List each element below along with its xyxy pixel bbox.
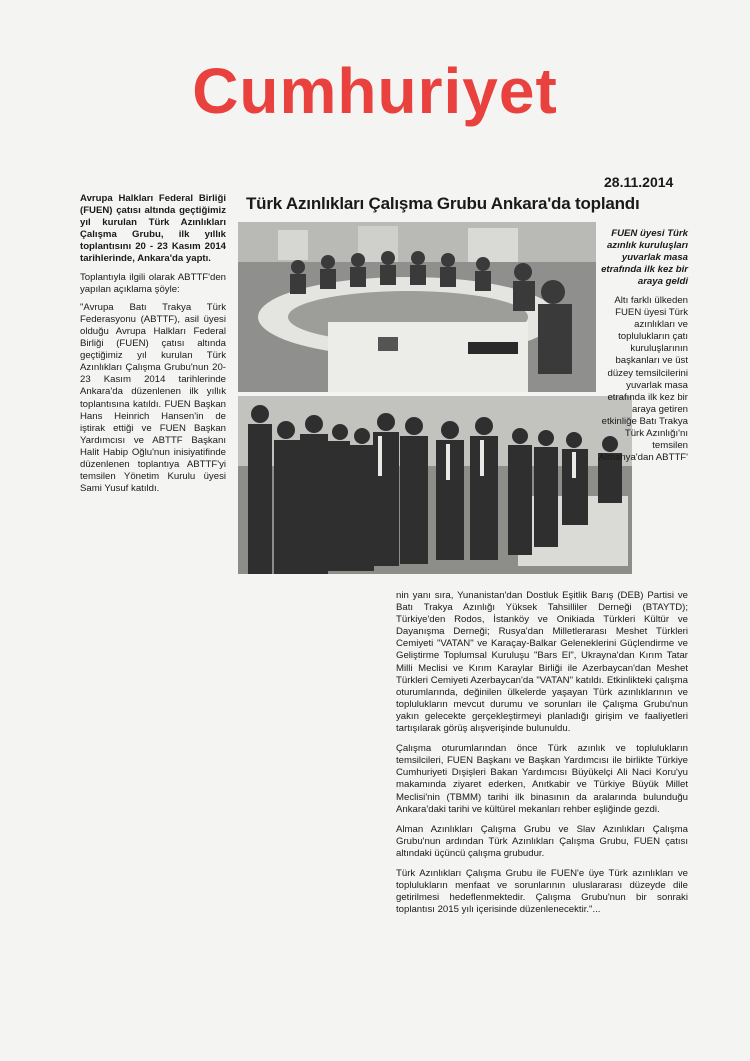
left-column xyxy=(80,193,226,501)
right-column xyxy=(596,228,688,464)
meeting-photo xyxy=(238,222,596,392)
body-paragraph: Altı farklı ülkeden FUEN üyesi Türk azınlıkları ve toplulukların çatı kuruluşlarının başkanları ve üst düzey temsilcilerini yuvarlak masa etrafında ilk kez bir araya getiren etkinliğe Batı Trakya Türk Azınlığı'nı temsilen Almanya'dan ABTTF' xyxy=(598,295,688,464)
body-paragraph: Toplantıyla ilgili olarak ABTTF'den yapılan açıklama şöyle: xyxy=(80,271,226,295)
article-headline: Türk Azınlıkları Çalışma Grubu Ankara'da toplandı xyxy=(246,194,640,213)
publication-date: 28.11.2014 xyxy=(604,174,674,190)
body-paragraph: Alman Azınlıkları Çalışma Grubu ve Slav Azınlıkları Çalışma Grubu'nun ardından Türk Azınlıkları Çalışma Grubu, FUEN çatısı altındaki üçüncü çalışma grubudur. xyxy=(396,823,688,859)
group-photo xyxy=(238,396,632,574)
continuation-column xyxy=(396,590,688,924)
body-paragraph: nin yanı sıra, Yunanistan'dan Dostluk Eşitlik Barış (DEB) Partisi ve Batı Trakya Azınlığı Yüksek Tahsilliler Derneği (BTAYTD); Türkiye'den Rodos, İstanköy ve Onikiada Türkleri Kültür ve Dayanışma Derneği; Rusya'dan Milletlerarası Meshet Türkleri Cemiyeti "VATAN" ve Karaçay-Balkar Geleneklerini Güçlendirme ve Geliştirme Toplumsal Kuruluşu "Bars El", Ukrayna'dan Kırım Tatar Milli Meclisi ve Kırım Karaylar Birliği ile Azerbaycan'dan Meshet Türkleri Cemiyeti Azerbaycan'da "VATAN" katıldı. Etkinlikteki çalışma oturumlarında, değinilen ülkelerde yaşayan Türk azınlıklarının ve toplulukların mevcut durumu ve sorunları ile Çalışma Grubu'nun yakın gelecekte gerçekleştirmeyi planladığı girişim ve faaliyetleri tartışılarak görüş alışverişinde bulunuldu. xyxy=(396,590,688,735)
body-paragraph: Türk Azınlıkları Çalışma Grubu ile FUEN'e üye Türk azınlıkları ve toplulukların menfaat ve sorunlarının uluslararası düzeyde dile getirilmesi hedeflenmektedir. Çalışma Grubu'nun bir sonraki toplantısı 2015 yılı içerisinde düzenlenecektir."... xyxy=(396,867,688,916)
group-photo-image xyxy=(238,396,632,574)
body-paragraph: Çalışma oturumlarından önce Türk azınlık ve toplulukların temsilcileri, FUEN Başkanı ve Başkan Yardımcısı ile birlikte Türkiye Cumhuriyeti Dışişleri Bakan Yardımcısı Büyükelçi Ali Naci Koru'yu makamında ziyaret ederken, Anıtkabir ve Türkiye Büyük Millet Meclisi'nin (TBMM) tarihi ilk binasının da aralarında bulunduğu Ankara'daki tarihi ve kültürel mekanları rehber eşliğinde gezdi. xyxy=(396,743,688,815)
masthead: Cumhuriyet xyxy=(192,55,558,127)
meeting-photo-image xyxy=(238,222,596,392)
sub-headline: FUEN üyesi Türk azınlık kuruluşları yuvarlak masa etrafında ilk kez bir araya geldi xyxy=(601,228,688,287)
body-paragraph: "Avrupa Batı Trakya Türk Federasyonu (ABTTF), asil üyesi olduğu Avrupa Halkları Federal Birliği (FUEN) çatısı altında geçtiğimiz yıl kurulan Türk Azınlıkları Çalışma Grubu'nun 20-23 Kasım 2014 tarihlerinde Ankara'da düzenlenen ilk yıllık toplantısına katıldı. FUEN Başkan Hans Heinrich Hansen'in de iştirak ettiği ve FUEN Başkan Yardımcısı ve ABTTF Başkanı Halit Habip Oğlu'nun inisiyatifinde düzenlenen toplantıya ABTTF'yi temsilen Yönetim Kurulu üyesi Sami Yusuf katıldı. xyxy=(80,301,226,495)
lead-paragraph: Avrupa Halkları Federal Birliği (FUEN) çatısı altında geçtiğimiz yıl kurulan Türk Azınlıkları Çalışma Grubu, ilk yıllık toplantısını 20 - 23 Kasım 2014 tarihlerinde, Ankara'da yaptı. xyxy=(80,193,226,265)
